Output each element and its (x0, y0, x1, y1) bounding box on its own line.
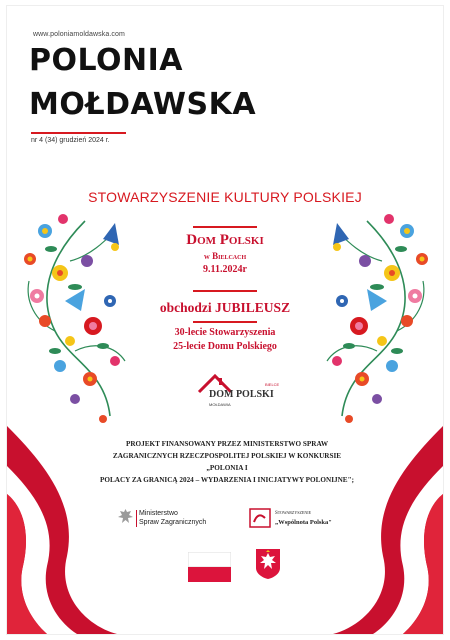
project-line3: POLACY ZA GRANICĄ 2024 – WYDARZENIA I INICJATYWY POLONIJNE"; (100, 476, 354, 484)
divider-bottom (193, 321, 257, 323)
project-line1: PROJEKT FINANSOWANY PRZEZ MINISTERSTWO SPRAW (125, 440, 329, 448)
polish-coat-of-arms-icon (255, 548, 281, 580)
masthead-underline (31, 132, 126, 134)
polish-flag (188, 552, 231, 582)
wspolnota-line1: Stowarzyszenie (275, 511, 312, 516)
website-url[interactable]: www.poloniamoldawska.com (33, 31, 125, 38)
logo-country-label: MOŁDAWIA (209, 402, 231, 407)
flag-white-stripe (188, 552, 231, 567)
anniversary-association: 30-lecie Stowarzyszenia (174, 327, 276, 338)
wspolnota-line2: „Wspólnota Polska" (275, 519, 332, 526)
dom-polski-location: w Bielcach (203, 251, 247, 261)
wspolnota-emblem-icon (249, 508, 271, 528)
flag-red-stripe (188, 567, 231, 582)
magazine-cover (7, 6, 443, 634)
dom-polski-title: Dom Polski (186, 232, 264, 248)
jubilee-heading: obchodzi JUBILEUSZ (159, 300, 291, 315)
logo-name: DOM POLSKI (209, 389, 274, 400)
eagle-icon (117, 508, 134, 528)
event-date: 9.11.2024r (203, 264, 247, 275)
divider-middle (193, 290, 257, 292)
masthead-line1: POLONIA (29, 43, 184, 78)
ministry-logo-divider (136, 510, 137, 527)
folk-floral-ornament-left (15, 201, 135, 431)
association-name: STOWARZYSZENIE KULTURY POLSKIEJ (88, 189, 362, 205)
project-funding-note (97, 438, 357, 486)
project-line2: ZAGRANICZNYCH RZECZPOSPOLITEJ POLSKIEJ W KONKURSIE „POLONIA I (112, 452, 342, 472)
issue-number: nr 4 (34) grudzień 2024 r. (31, 137, 110, 144)
masthead-line2: MOŁDAWSKA (29, 87, 257, 122)
anniversary-house: 25-lecie Domu Polskiego (173, 341, 277, 352)
logo-city-label: BIELCE (265, 382, 280, 387)
ministry-line1: Ministerstwo (139, 510, 178, 517)
dom-polski-logo (195, 372, 285, 412)
wspolnota-polska-logo (249, 508, 332, 528)
divider-top (193, 226, 257, 228)
folk-floral-ornament-right (317, 201, 437, 431)
ministry-line2: Spraw Zagranicznych (139, 519, 207, 526)
